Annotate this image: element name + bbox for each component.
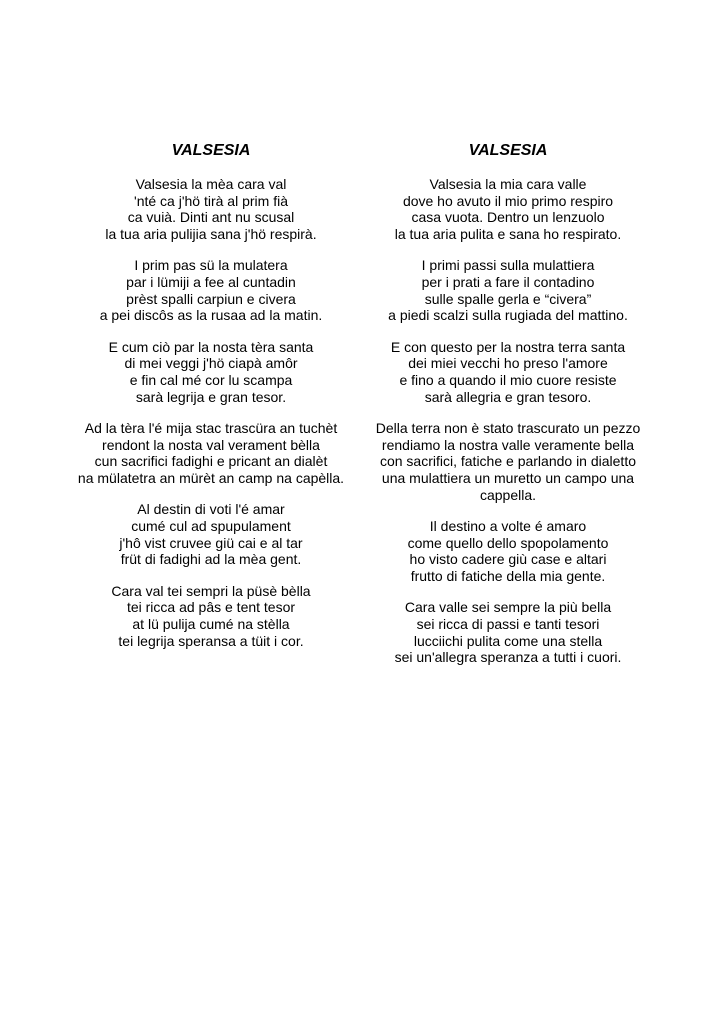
stanza — [356, 420, 660, 504]
stanza — [60, 257, 362, 324]
poem-line: a piedi scalzi sulla rugiada del mattino. — [388, 307, 628, 324]
poem-line: E con questo per la nostra terra santa — [390, 338, 626, 355]
stanza — [60, 176, 362, 243]
poem-line: cumé cul ad spupulament — [131, 517, 291, 534]
stanza — [60, 583, 362, 650]
poem-line: ho visto cadere giù case e altari — [409, 551, 607, 568]
poem-line: e fin cal mé cor lu scampa — [129, 372, 293, 389]
stanza — [356, 518, 660, 585]
poem-line: at lü pulija cumé na stèlla — [132, 615, 290, 632]
poem-line: sulle spalle gerla e “civera” — [424, 290, 592, 307]
poem-line: tei ricca ad pâs e tent tesor — [126, 599, 296, 616]
poem-line: E cum ciò par la nosta tèra santa — [108, 338, 314, 355]
stanza — [60, 420, 362, 487]
poem-line: Valsesia la mèa cara val — [135, 176, 287, 192]
poem-line: dove ho avuto il mio primo respiro — [402, 192, 614, 209]
poem-line: lucciichi pulita come una stella — [413, 632, 603, 649]
poem-line: con sacrifici, fatiche e parlando in dialetto — [379, 453, 637, 470]
poem-line: una mulattiera un muretto un campo una cappella. — [381, 470, 635, 503]
poem-line: sarà legrija e gran tesor. — [135, 388, 287, 405]
poem-line: sei ricca di passi e tanti tesori — [416, 615, 600, 632]
poem-line: früt di fadighi ad la mèa gent. — [120, 551, 302, 568]
poem-line: per i prati a fare il contadino — [421, 274, 595, 291]
poem-line: Al destin di voti l'é amar — [137, 501, 285, 518]
poem-line: Cara val tei sempri la püsè bèlla — [111, 582, 311, 599]
stanza — [356, 176, 660, 243]
stanza — [356, 257, 660, 324]
poem-line: 'nté ca j'hö tirà al prim fià — [134, 192, 288, 209]
poem-line: sarà allegria e gran tesoro. — [424, 388, 592, 405]
poem-line: I prim pas sü la mulatera — [134, 257, 288, 274]
poem-line: Il destino a volte é amaro — [429, 517, 587, 534]
poem-line: Valsesia la mia cara valle — [429, 176, 587, 192]
poem-line: prèst spalli carpiun e civera — [126, 290, 296, 307]
poem-line: di mei veggi j'hö ciapà amôr — [124, 355, 298, 372]
italian-translation-title: VALSESIA — [468, 142, 548, 159]
stanza — [356, 339, 660, 406]
dialect-stanzas — [60, 176, 362, 649]
dialect-poem-title: VALSESIA — [171, 142, 251, 159]
poem-line: Della terra non è stato trascurato un pezzo — [375, 419, 641, 436]
poem-line: a pei discôs as la rusaa ad la matin. — [99, 307, 323, 324]
poem-line: I primi passi sulla mulattiera — [421, 257, 595, 274]
poem-line: cun sacrifici fadighi e pricant an dialèt — [94, 453, 328, 470]
poem-line: casa vuota. Dentro un lenzuolo — [411, 209, 605, 226]
poem-line: ca vuià. Dinti ant nu scusal — [127, 209, 295, 226]
poem-line: rendont la nosta val verament bèlla — [102, 436, 320, 453]
stanza — [356, 599, 660, 666]
stanza — [60, 501, 362, 568]
poem-line: frutto di fatiche della mia gente. — [410, 568, 606, 585]
poem-line: tei legrija speransa a tüit i cor. — [118, 632, 304, 649]
poem-line: j'hô vist cruvee giü cai e al tar — [119, 534, 303, 551]
poem-line: la tua aria pulita e sana ho respirato. — [394, 226, 622, 243]
poem-line: sei un'allegra speranza a tutti i cuori. — [394, 649, 622, 666]
poem-line: na mülatetra an mürèt an camp na capèlla. — [77, 470, 345, 487]
italian-translation-column — [356, 140, 660, 681]
dialect-poem-column — [60, 140, 362, 664]
poem-line: la tua aria pulijia sana j'hö respirà. — [105, 226, 317, 243]
stanza — [60, 339, 362, 406]
poem-line: dei miei vecchi ho preso l'amore — [408, 355, 608, 372]
italian-stanzas — [356, 176, 660, 666]
poem-line: Ad la tèra l'é mija stac trascüra an tuchèt — [84, 419, 338, 436]
poem-line: Cara valle sei sempre la più bella — [404, 599, 612, 616]
poem-line: e fino a quando il mio cuore resiste — [399, 372, 617, 389]
poem-line: come quello dello spopolamento — [407, 534, 609, 551]
poem-line: rendiamo la nostra valle veramente bella — [381, 436, 635, 453]
poem-line: par i lümiji a fee al cuntadin — [126, 274, 296, 291]
